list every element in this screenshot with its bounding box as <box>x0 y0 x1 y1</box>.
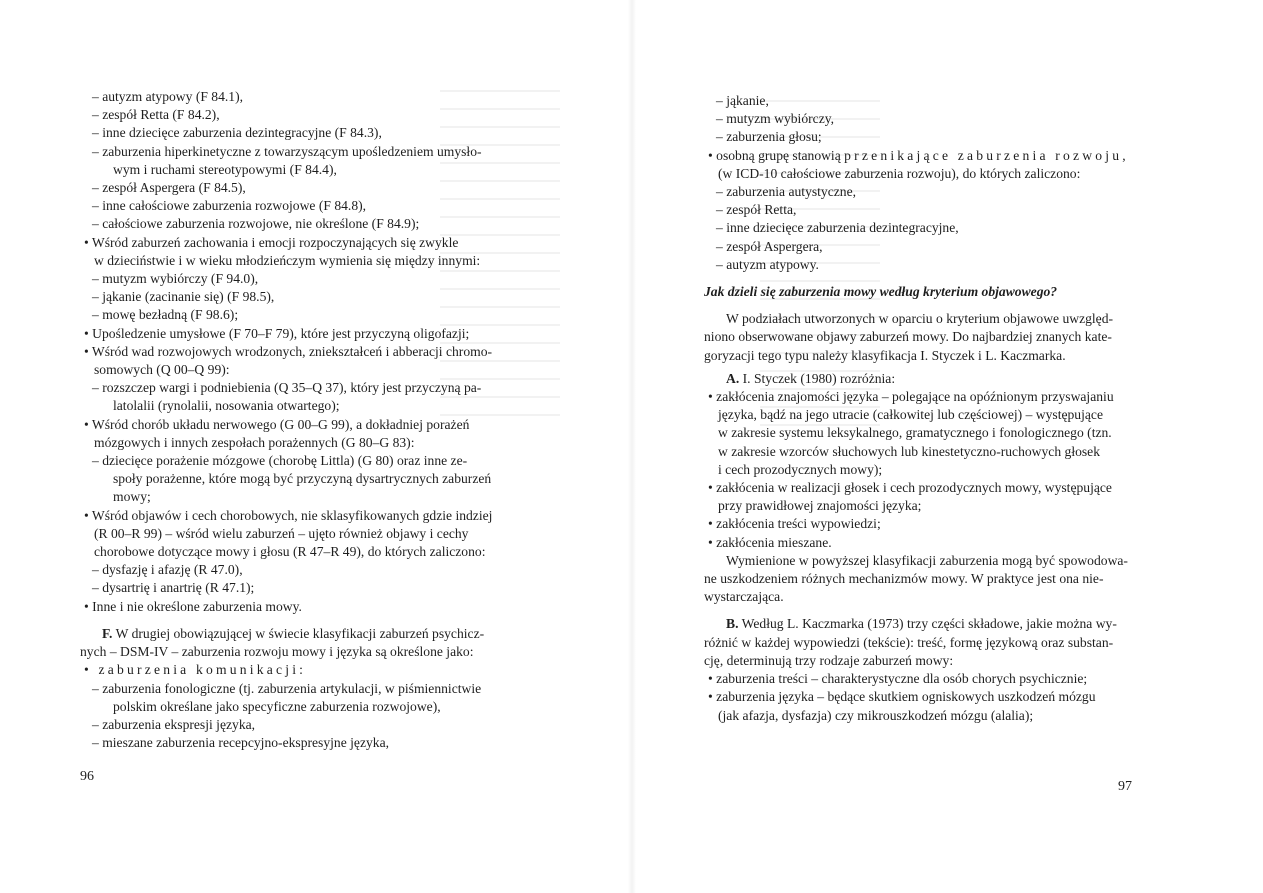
text-line: – autyzm atypowy. <box>716 256 819 272</box>
text-line: mowy; <box>113 489 151 505</box>
text-span: I. Styczek (1980) rozróżnia: <box>739 370 896 386</box>
text-line: Wymienione w powyższej klasyfikacji zaburzenia mogą być spowodowa- <box>726 552 1128 568</box>
text-line: • Wśród objawów i cech chorobowych, nie sklasyfikowanych gdzie indziej <box>84 507 493 523</box>
text-line: • Inne i nie określone zaburzenia mowy. <box>84 598 302 614</box>
paragraph-gap <box>704 606 1152 615</box>
text-line: • zakłócenia znajomości języka – polegające na opóźnionym przyswajaniu <box>708 389 1114 405</box>
text-line: nych – DSM-IV – zaburzenia rozwoju mowy i języka są określone jako: <box>80 644 474 660</box>
text-line: latolalii (rynolalii, nosowania otwartego); <box>113 398 340 414</box>
text-line: niono obserwowane objawy zaburzeń mowy. Do najbardziej znanych kate- <box>704 329 1112 345</box>
section-heading: Jak dzieli się zaburzenia mowy według kryterium objawowego? <box>704 284 1058 300</box>
text-line: cję, determinują trzy rodzaje zaburzeń mowy: <box>704 652 954 668</box>
text-line: – zespół Aspergera, <box>716 238 823 254</box>
paragraph-gap <box>704 301 1152 310</box>
text-line: – zaburzenia autystyczne, <box>716 184 857 200</box>
text-line <box>80 625 517 643</box>
text-line: – mutyzm wybiórczy (F 94.0), <box>92 271 259 287</box>
text-line: – jąkanie (zacinanie się) (F 98.5), <box>92 289 275 305</box>
text-line: języka, bądź na jego utracie (całkowitej lub częściowej) – występujące <box>718 407 1103 423</box>
text-line: – autyzm atypowy (F 84.1), <box>92 89 244 104</box>
text-line: • zakłócenia treści wypowiedzi; <box>708 516 881 532</box>
section-letter: B. <box>726 616 739 632</box>
text-line: goryzacji tego typu należy klasyfikacja I. Styczek i L. Kaczmarka. <box>704 347 1066 363</box>
text-span: W drugiej obowiązującej w świecie klasyfikacji zaburzeń psychicz- <box>112 625 485 641</box>
page-number-left: 96 <box>80 769 94 784</box>
text-line: • zaburzenia języka – będące skutkiem ogniskowych uszkodzeń mózgu <box>708 689 1096 705</box>
paragraph-gap <box>704 274 1152 283</box>
text-line: w zakresie systemu leksykalnego, gramatycznego i fonologicznego (tzn. <box>718 425 1112 441</box>
text-line: – inne dziecięce zaburzenia dezintegracyjne, <box>716 220 959 236</box>
page-number-right: 97 <box>1118 779 1132 794</box>
text-line: • zakłócenia mieszane. <box>708 534 832 550</box>
text-line: • zaburzenia komunikacji: <box>84 662 307 678</box>
text-line: (w ICD-10 całościowe zaburzenia rozwoju), do których zaliczono: <box>718 165 1081 181</box>
text-line: – rozszczep wargi i podniebienia (Q 35–Q 37), który jest przyczyną pa- <box>92 380 482 396</box>
section-letter: F. <box>102 625 113 641</box>
text-line: – inne dziecięce zaburzenia dezintegracyjne (F 84.3), <box>92 125 382 141</box>
text-line: – zespół Aspergera (F 84.5), <box>92 180 246 196</box>
text-line: – zespół Retta, <box>716 202 797 218</box>
text-line: (R 00–R 99) – wśród wielu zaburzeń – ujęto również objawy i cechy <box>94 525 469 541</box>
text-line: somowych (Q 00–Q 99): <box>94 362 230 378</box>
text-line: – mieszane zaburzenia recepcyjno-ekspresyjne języka, <box>92 735 390 751</box>
text-line: – zaburzenia fonologiczne (tj. zaburzenia artykulacji, w piśmiennictwie <box>92 680 482 696</box>
text-line: • Wśród chorób układu nerwowego (G 00–G 99), a dokładniej porażeń <box>84 416 470 432</box>
text-line: mózgowych i innych zespołach porażennych (G 80–G 83): <box>94 434 415 450</box>
text-line: W podziałach utworzonych w oparciu o kryterium objawowe uwzględ- <box>726 311 1114 327</box>
text-line: – mowę bezładną (F 98.6); <box>92 307 239 323</box>
text-line: • Wśród zaburzeń zachowania i emocji rozpoczynających się zwykle <box>84 234 459 250</box>
text-line: społy porażenne, które mogą być przyczyną dysartrycznych zaburzeń <box>113 471 492 487</box>
text-line: polskim określane jako specyficzne zaburzenia rozwojowe), <box>113 698 441 714</box>
text-line: • Wśród wad rozwojowych wrodzonych, zniekształceń i abberacji chromo- <box>84 343 493 359</box>
text-line: • Upośledzenie umysłowe (F 70–F 79), które jest przyczyną oligofazji; <box>84 325 470 341</box>
text-line: – dysartrię i anartrię (R 47.1); <box>92 580 255 596</box>
text-line: chorobowe dotyczące mowy i głosu (R 47–R 49), do których zaliczono: <box>94 544 486 560</box>
text-line: – dysfazję i afazję (R 47.0), <box>92 562 243 578</box>
text-line: • zaburzenia treści – charakterystyczne dla osób chorych psychicznie; <box>708 671 1088 687</box>
text-line: wystarczająca. <box>704 589 784 605</box>
text-line: – całościowe zaburzenia rozwojowe, nie określone (F 84.9); <box>92 216 420 232</box>
text-line: – dziecięce porażenie mózgowe (chorobę Littla) (G 80) oraz inne ze- <box>92 453 468 469</box>
text-line <box>704 615 1152 633</box>
text-span: Według L. Kaczmarka (1973) trzy części składowe, jakie można wy- <box>738 616 1117 632</box>
text-line: – zespół Retta (F 84.2), <box>92 107 220 123</box>
text-span: • osobną grupę stanowią <box>708 147 845 163</box>
text-line <box>704 147 1152 165</box>
text-line: wym i ruchami stereotypowymi (F 84.4), <box>113 161 337 177</box>
text-line: i cech prozodycznych mowy); <box>718 461 883 477</box>
right-page <box>632 0 1263 893</box>
text-line: – zaburzenia głosu; <box>716 129 822 145</box>
section-letter: A. <box>726 370 740 386</box>
text-line: ne uszkodzeniem różnych mechanizmów mowy. W praktyce jest ona nie- <box>704 571 1104 587</box>
text-line: w dzieciństwie i w wieku młodzieńczym wymienia się między innymi: <box>94 252 481 268</box>
text-line: przy prawidłowej znajomości języka; <box>718 498 922 514</box>
text-line: – inne całościowe zaburzenia rozwojowe (F 84.8), <box>92 198 367 214</box>
text-line: – zaburzenia ekspresji języka, <box>92 716 256 732</box>
text-line <box>704 370 1152 388</box>
right-page-text <box>704 92 1152 725</box>
text-line: • zakłócenia w realizacji głosek i cech prozodycznych mowy, występujące <box>708 480 1112 496</box>
spaced-emphasis: przenikające zaburzenia rozwoju, <box>844 147 1129 163</box>
text-line: – mutyzm wybiórczy, <box>716 111 835 127</box>
paragraph-gap <box>80 616 517 625</box>
text-line: różnić w każdej wypowiedzi (tekście): treść, formę językową oraz substan- <box>704 634 1114 650</box>
left-page-text <box>80 88 517 752</box>
text-line: w zakresie wzorców słuchowych lub kinestetyczno-ruchowych głosek <box>718 443 1101 459</box>
text-line: – zaburzenia hiperkinetyczne z towarzyszącym upośledzeniem umysło- <box>92 143 482 159</box>
text-line: – jąkanie, <box>716 93 769 108</box>
text-line: (jak afazja, dysfazja) czy mikrouszkodzeń mózgu (alalia); <box>718 707 1034 723</box>
